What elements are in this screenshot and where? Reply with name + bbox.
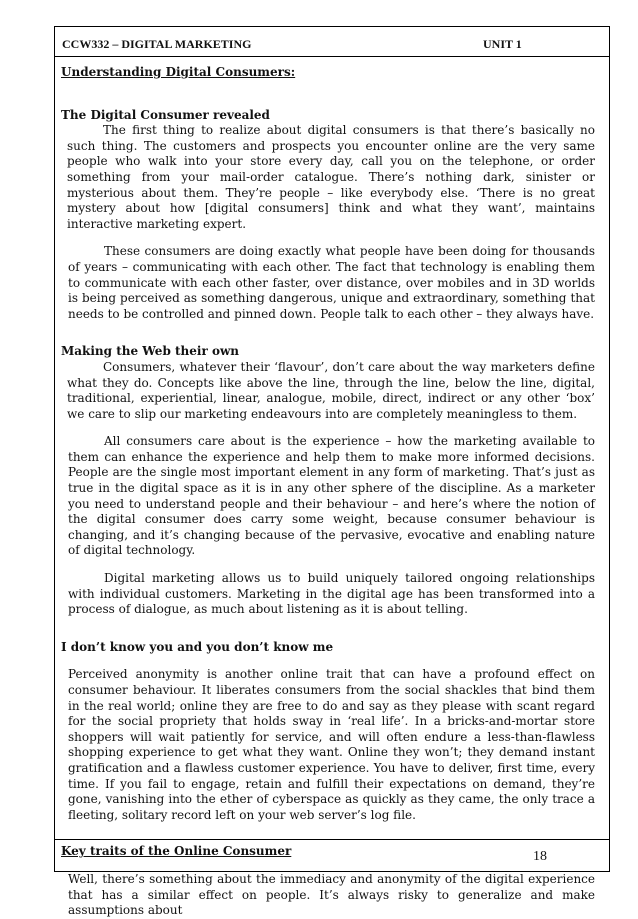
unit-label: UNIT 1 bbox=[483, 37, 522, 51]
paragraph: Perceived anonymity is another online trait that can have a profound effect on consumer behaviour. It liberates consumers from the social shackles that bind them in the real world; online they are free to do and say as they please with scant regard for the social propriety that holds sway in ‘real life’. In a bricks-and-mortar store shoppers will wait patiently for service, and will often endure a less-than-flawless shopping experience to get what they want. Online they won’t; they demand instant gratification and a flawless customer experience. You have to deliver, first time, every time. If you fail to engage, retain and fulfill their expectations on demand, they’re gone, vanishing into the ether of cyberspace as quickly as they came, the only trace a fleeting, solitary record left on your web server’s log file. bbox=[68, 667, 595, 822]
section-heading-anonymity: I don’t know you and you don’t know me bbox=[61, 639, 334, 654]
paragraph: These consumers are doing exactly what people have been doing for thousands of years – communicating with each other. The fact that technology is enabling them to communicate with each other faster, over distance, over mobiles and in 3D worlds is being perceived as something dangerous, unique and extraordinary, something that needs to be controlled and pinned down. People talk to each other – they always have. bbox=[68, 244, 595, 321]
page-title: Understanding Digital Consumers: bbox=[61, 65, 296, 79]
paragraph: Digital marketing allows us to build uniquely tailored ongoing relationships with individual customers. Marketing in the digital age has been transformed into a process of dialogue, as much about listening as it is about telling. bbox=[68, 571, 595, 617]
paragraph: Well, there’s something about the immediacy and anonymity of the digital experience that has a similar effect on people. It’s always risky to generalize and make assumptions about bbox=[68, 871, 595, 918]
page-header bbox=[55, 27, 609, 57]
page-content bbox=[61, 60, 595, 919]
page-footer bbox=[55, 839, 609, 871]
paragraph: All consumers care about is the experience – how the marketing available to them can enhance the experience and help them to make more informed decisions. People are the single most important element in any form of marketing. That’s just as true in the digital space as it is in any other sphere of the discipline. As a marketer you need to understand people and their behaviour – and here’s where the notion of the digital consumer does carry some weight, because consumer behaviour is changing, and it’s changing because of the pervasive, evocative and enabling nature of digital technology. bbox=[68, 434, 595, 558]
section-heading-making-web: Making the Web their own bbox=[61, 344, 240, 359]
page-number: 18 bbox=[533, 849, 547, 864]
section-heading-key-traits: Key traits of the Online Consumer bbox=[61, 844, 292, 859]
course-title: CCW332 – DIGITAL MARKETING bbox=[62, 37, 252, 51]
section-heading-digital-consumer: The Digital Consumer revealed bbox=[61, 107, 270, 122]
paragraph: The first thing to realize about digital consumers is that there’s basically no such thing. The customers and prospects you encounter online are the very same people who walk into your store every day, call you on the telephone, or order something from your mail-order catalogue. There’s nothing dark, sinister or mysterious about them. They’re people – like everybody else. ‘There is no great mystery about how [digital consumers] think and what they want’, maintains interactive marketing expert. bbox=[67, 123, 595, 231]
paragraph: Consumers, whatever their ‘flavour’, don’t care about the way marketers define what they do. Concepts like above the line, through the line, below the line, digital, traditional, experiential, linear, analogue, mobile, direct, indirect or any other ‘box’ we care to slip our marketing endeavours into are completely meaningless to them. bbox=[67, 359, 595, 421]
